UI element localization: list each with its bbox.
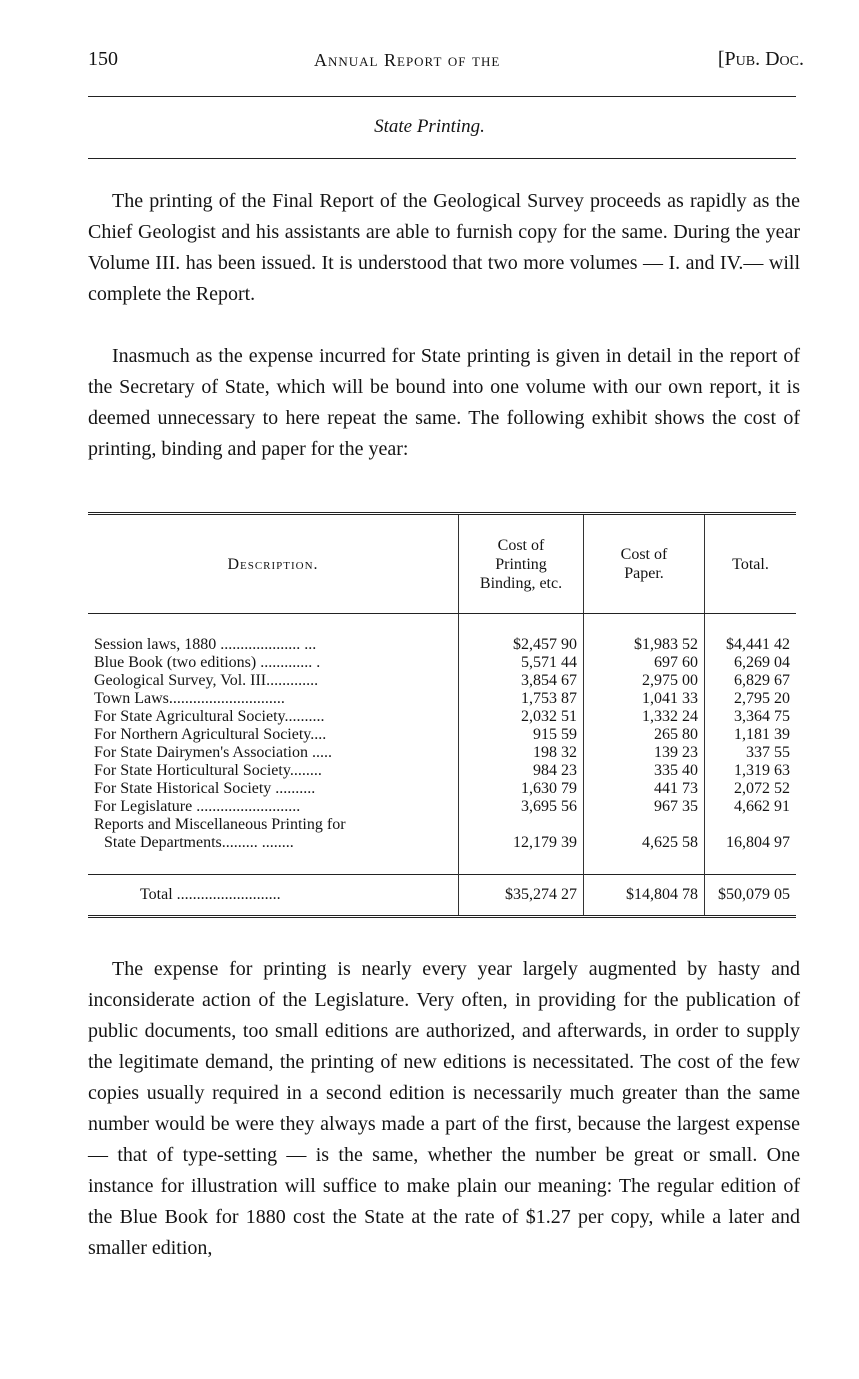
page-number: 150 xyxy=(88,48,118,70)
header-paper-line1: Cost of xyxy=(620,546,668,563)
row-total: 16,804 97 xyxy=(705,834,797,852)
row-total: 337 55 xyxy=(705,744,797,762)
row-total: 2,072 52 xyxy=(705,780,797,798)
page-header xyxy=(88,48,804,74)
row-printing: 3,695 56 xyxy=(459,798,584,816)
table-row xyxy=(88,636,796,654)
total-total: $50,079 05 xyxy=(705,875,797,917)
row-paper: $1,983 52 xyxy=(584,636,705,654)
total-paper: $14,804 78 xyxy=(584,875,705,917)
row-description: For Legislature .......................... xyxy=(94,798,301,815)
header-printing-line3: Binding, etc. xyxy=(479,574,563,592)
header-printing-line2: Printing xyxy=(495,555,547,573)
row-description: Session laws, 1880 .................... ... xyxy=(94,636,317,653)
row-paper: 697 60 xyxy=(584,654,705,672)
row-total: 6,829 67 xyxy=(705,672,797,690)
table-row xyxy=(88,672,796,690)
row-printing: 198 32 xyxy=(459,744,584,762)
row-printing: 3,854 67 xyxy=(459,672,584,690)
section-rule xyxy=(88,158,796,159)
table-spacer xyxy=(88,852,796,875)
row-paper: 441 73 xyxy=(584,780,705,798)
header-description: Description. xyxy=(88,514,459,614)
header-paper-line2: Paper. xyxy=(624,565,664,582)
header-paper xyxy=(584,514,705,614)
row-paper: 1,332 24 xyxy=(584,708,705,726)
paragraph-1: The printing of the Final Report of the Geological Survey proceeds as rapidly as the Chief Geologist and his assistants are able to furnish copy for the same. During the year Volume III. has been issued. It is understood that two more volumes — I. and IV.— will complete the Report. xyxy=(88,190,800,305)
table-row xyxy=(88,834,796,852)
table-row xyxy=(88,780,796,798)
table-row xyxy=(88,816,796,834)
row-description: Town Laws............................. xyxy=(94,690,285,707)
row-printing: 1,630 79 xyxy=(459,780,584,798)
row-printing: 984 23 xyxy=(459,762,584,780)
section-title: State Printing. xyxy=(374,116,485,137)
table-header-row xyxy=(88,514,796,614)
row-total: 4,662 91 xyxy=(705,798,797,816)
row-description: For State Historical Society .......... xyxy=(94,780,316,797)
table-row xyxy=(88,708,796,726)
total-printing: $35,274 27 xyxy=(459,875,584,917)
table-row xyxy=(88,690,796,708)
row-printing: 1,753 87 xyxy=(459,690,584,708)
row-description: Geological Survey, Vol. III............. xyxy=(94,672,319,689)
paragraph-2: Inasmuch as the expense incurred for State printing is given in detail in the report of the Secretary of State, which will be bound into one volume with our own report, it is deemed unnecessary to here repeat the same. The following exhibit shows the cost of printing, binding and paper for the year: xyxy=(88,345,800,460)
paragraph-3: The expense for printing is nearly every year largely augmented by hasty and inconsiderate action of the Legislature. Very often, in providing for the publication of public documents, too small editions are authorized, and afterwards, in order to supply the legitimate demand, the printing of new editions is necessitated. The cost of the few copies usually required in a second edition is necessarily much greater than the same number would be were they always made a part of the first, because the largest expense — that of type-setting — is the same, whether the number be great or small. One instance for illustration will suffice to make plain our meaning: The regular edition of the Blue Book for 1880 cost the State at the rate of $1.27 per copy, while a later and smaller edition, xyxy=(88,958,800,1259)
row-paper: 2,975 00 xyxy=(584,672,705,690)
document-label: [Pub. Doc. xyxy=(717,48,804,70)
row-printing: 2,032 51 xyxy=(459,708,584,726)
row-paper: 967 35 xyxy=(584,798,705,816)
header-printing-line1: Cost of xyxy=(497,536,545,554)
row-paper: 139 23 xyxy=(584,744,705,762)
table-row xyxy=(88,654,796,672)
row-description: Blue Book (two editions) ............. . xyxy=(94,654,321,671)
row-printing: 915 59 xyxy=(459,726,584,744)
table-total-row xyxy=(88,875,796,917)
row-paper: 335 40 xyxy=(584,762,705,780)
header-rule xyxy=(88,96,796,97)
row-description: For State Agricultural Society.......... xyxy=(94,708,325,725)
row-total: 1,319 63 xyxy=(705,762,797,780)
row-description: For State Horticultural Society........ xyxy=(94,762,322,779)
table-row xyxy=(88,726,796,744)
running-title: Annual Report of the xyxy=(314,50,501,70)
row-paper: 1,041 33 xyxy=(584,690,705,708)
row-paper: 265 80 xyxy=(584,726,705,744)
row-total: 6,269 04 xyxy=(705,654,797,672)
row-total: 2,795 20 xyxy=(705,690,797,708)
total-label: Total .......................... xyxy=(88,875,459,917)
row-description: For Northern Agricultural Society.... xyxy=(94,726,327,743)
row-paper: 4,625 58 xyxy=(584,834,705,852)
table-row xyxy=(88,744,796,762)
header-total: Total. xyxy=(705,514,797,614)
table-spacer xyxy=(88,614,796,637)
row-description-continued: State Departments......... ........ xyxy=(104,834,294,851)
row-total: $4,441 42 xyxy=(705,636,797,654)
header-printing xyxy=(459,514,584,614)
row-printing: 12,179 39 xyxy=(459,834,584,852)
table-row xyxy=(88,798,796,816)
row-printing: $2,457 90 xyxy=(459,636,584,654)
table-row xyxy=(88,762,796,780)
row-printing: 5,571 44 xyxy=(459,654,584,672)
row-description: For State Dairymen's Association ..... xyxy=(94,744,332,761)
row-total: 1,181 39 xyxy=(705,726,797,744)
printing-cost-table xyxy=(88,512,796,918)
row-description: Reports and Miscellaneous Printing for xyxy=(94,816,346,833)
row-total: 3,364 75 xyxy=(705,708,797,726)
